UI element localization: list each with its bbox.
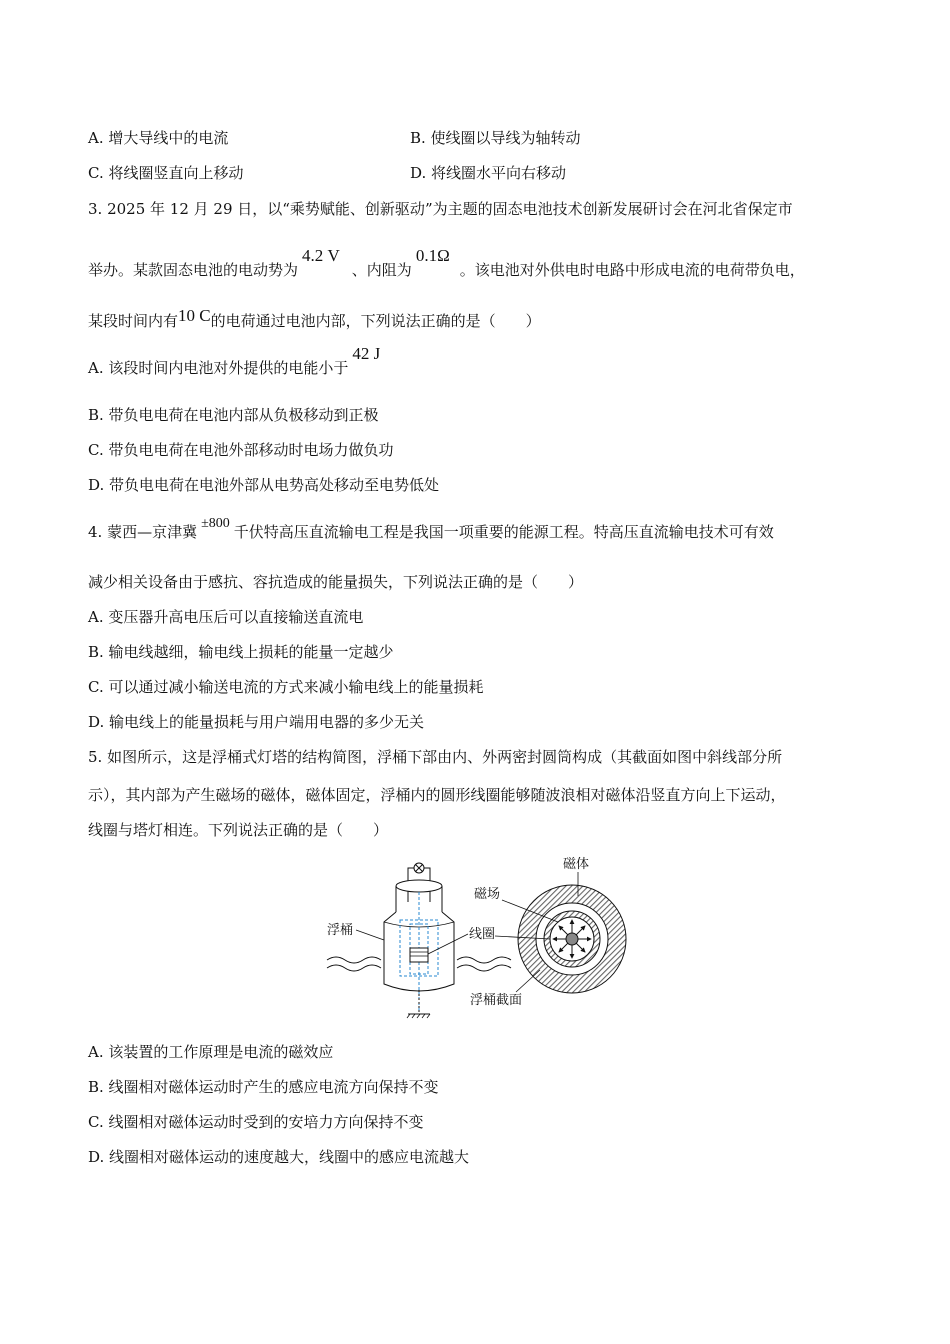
q3-energy-value: 42 J xyxy=(352,344,381,363)
wave-right xyxy=(457,965,511,971)
q3-option-c: C. 带负电电荷在电池外部移动时电场力做负功 xyxy=(88,441,394,459)
q4-option-b: B. 输电线越细，输电线上损耗的能量一定越少 xyxy=(88,643,394,661)
q3-stem-line-1: 3. 2025 年 12 月 29 日，以“乘势赋能、创新驱动”为主题的固态电池技术创新发展研讨会在河北省保定市 xyxy=(88,200,793,218)
q5-option-d: D. 线圈相对磁体运动的速度越大，线圈中的感应电流越大 xyxy=(88,1148,470,1166)
q3-option-a xyxy=(88,344,381,378)
q5-option-b: B. 线圈相对磁体运动时产生的感应电流方向保持不变 xyxy=(88,1078,439,1096)
ground-icon xyxy=(407,1014,430,1018)
q5-stem-line-2: 示），其内部为产生磁场的磁体，磁体固定，浮桶内的圆形线圈能够随波浪相对磁体沿竖直方向上下运动， xyxy=(88,786,786,804)
q4-stem-text: 千伏特高压直流输电工程是我国一项重要的能源工程。特高压直流输电技术可有效 xyxy=(233,523,774,541)
q4-stem-line-2: 减少相关设备由于感抗、容抗造成的能量损失，下列说法正确的是（ ） xyxy=(88,573,584,591)
q3-resistance-value: 0.1Ω xyxy=(415,246,450,265)
q3-stem-text: 举办。某款固态电池的电动势为 xyxy=(88,261,299,279)
q3-stem-text: 。该电池对外供电时电路中形成电流的电荷带负电， xyxy=(459,261,805,279)
q4-stem-line-1 xyxy=(88,516,774,544)
q2-option-row-2 xyxy=(88,163,567,183)
q3-emf-value: 4.2 V xyxy=(302,246,340,265)
q2-option-a: A. 增大导线中的电流 xyxy=(88,129,229,147)
q3-stem-text: 的电荷通过电池内部，下列说法正确的是（ ） xyxy=(210,312,541,330)
q3-stem-line-3 xyxy=(88,306,541,331)
q2-option-b: B. 使线圈以导线为轴转动 xyxy=(410,129,581,147)
label-section: 浮桶截面 xyxy=(470,993,523,1008)
wave-left xyxy=(327,957,381,963)
q3-charge-value: 10 C xyxy=(178,306,211,325)
q4-stem-text: 4. 蒙西—京津冀 xyxy=(88,523,198,541)
label-coil: 线圈 xyxy=(469,927,496,942)
q3-stem-text: 、内阻为 xyxy=(351,261,412,279)
q5-stem-line-3: 线圈与塔灯相连。下列说法正确的是（ ） xyxy=(88,821,389,839)
q3-option-a-text: A. 该段时间内电池对外提供的电能小于 xyxy=(88,359,349,377)
q5-stem-line-1: 5. 如图所示，这是浮桶式灯塔的结构简图，浮桶下部由内、外两密封圆筒构成（其截面如图中斜线部分所 xyxy=(88,748,783,766)
label-magnet: 磁体 xyxy=(563,857,590,872)
wave-right xyxy=(457,957,511,963)
wave-left xyxy=(327,965,381,971)
q2-option-c: C. 将线圈竖直向上移动 xyxy=(88,164,244,182)
label-field: 磁场 xyxy=(474,887,501,902)
q3-option-d: D. 带负电电荷在电池外部从电势高处移动至电势低处 xyxy=(88,476,440,494)
buoy-lighthouse-figure xyxy=(322,852,632,1022)
q2-option-row-1 xyxy=(88,128,581,148)
lamp-icon xyxy=(414,863,424,873)
q4-voltage-value: ±800 xyxy=(201,516,230,531)
q4-option-c: C. 可以通过减小输送电流的方式来减小输电线上的能量损耗 xyxy=(88,678,484,696)
label-float: 浮桶 xyxy=(327,923,354,938)
q3-stem-line-2 xyxy=(88,246,805,280)
q5-option-c: C. 线圈相对磁体运动时受到的安培力方向保持不变 xyxy=(88,1113,424,1131)
q4-option-d: D. 输电线上的能量损耗与用户端用电器的多少无关 xyxy=(88,713,425,731)
q3-stem-text: 某段时间内有 xyxy=(88,312,179,330)
q3-option-b: B. 带负电电荷在电池内部从负极移动到正极 xyxy=(88,406,379,424)
q2-option-d: D. 将线圈水平向右移动 xyxy=(410,164,567,182)
cross-section-drawing xyxy=(518,885,626,993)
q4-option-a: A. 变压器升高电压后可以直接输送直流电 xyxy=(88,608,364,626)
q5-option-a: A. 该装置的工作原理是电流的磁效应 xyxy=(88,1043,334,1061)
